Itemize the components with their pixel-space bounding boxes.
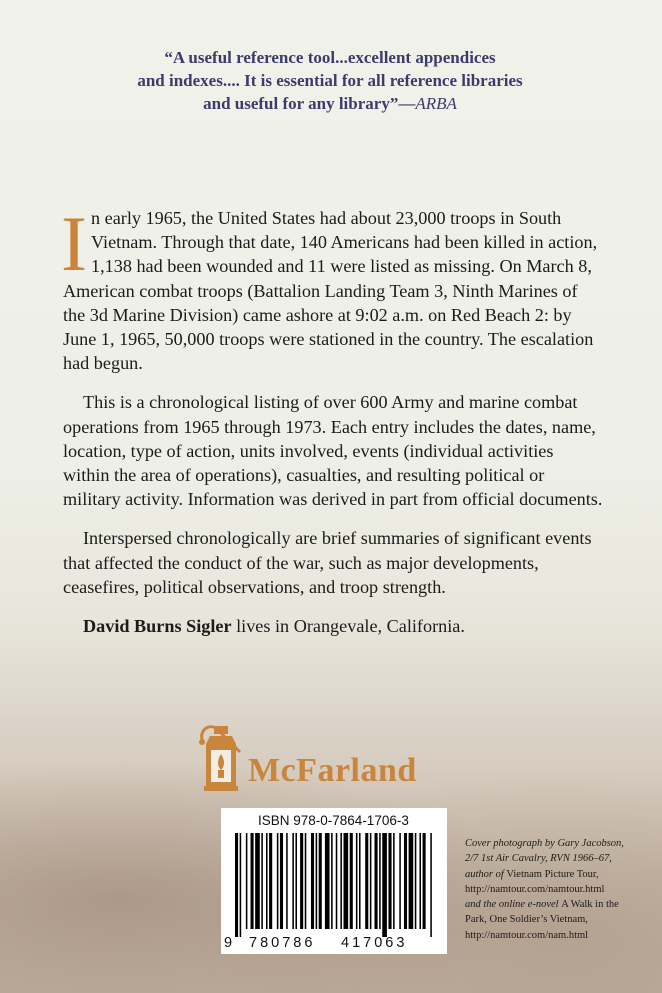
barcode-bar bbox=[266, 833, 268, 929]
barcode-bar bbox=[388, 833, 391, 929]
description bbox=[61, 200, 603, 653]
barcode-bar bbox=[316, 833, 318, 929]
blurb-line: and indexes.... It is essential for all reference libraries bbox=[137, 71, 523, 90]
blurb-line bbox=[80, 92, 580, 115]
barcode-bar bbox=[277, 833, 279, 929]
lantern-icon bbox=[196, 722, 248, 794]
barcode-bar bbox=[240, 833, 242, 937]
review-blurb bbox=[80, 46, 580, 115]
barcode-bar bbox=[269, 833, 272, 929]
barcode-bar bbox=[280, 833, 283, 929]
credit-line: Cover photograph by Gary Jacobson, bbox=[465, 838, 624, 849]
credit-line: and the online e-novel A Walk in the bbox=[465, 899, 619, 911]
barcode-bar bbox=[325, 833, 330, 929]
barcode-bar bbox=[319, 833, 322, 929]
barcode-bar bbox=[261, 833, 263, 929]
barcode-bar bbox=[286, 833, 288, 929]
barcode-bars bbox=[235, 833, 435, 937]
isbn-label: ISBN 978-0-7864-1706-3 bbox=[258, 813, 409, 828]
credit-line: 2/7 1st Air Cavalry, RVN 1966–67, bbox=[465, 853, 612, 865]
barcode-bar bbox=[255, 833, 260, 929]
barcode-bar bbox=[393, 833, 395, 929]
barcode-bar bbox=[336, 833, 338, 929]
barcode-bar bbox=[379, 833, 381, 929]
barcode-bar bbox=[356, 833, 358, 929]
credit-line: Park, One Soldier’s Vietnam, bbox=[465, 914, 588, 926]
barcode-bar bbox=[311, 833, 314, 929]
barcode-bar bbox=[340, 833, 342, 929]
barcode-bar bbox=[235, 833, 238, 937]
blurb-line: “A useful reference tool...excellent appendices bbox=[164, 48, 496, 67]
barcode-bar bbox=[359, 833, 361, 929]
publisher-name: McFarland bbox=[248, 752, 417, 789]
paragraph-intro bbox=[61, 200, 603, 375]
barcode-bar bbox=[365, 833, 368, 929]
credit-line: author of Vietnam Picture Tour, bbox=[465, 868, 599, 880]
barcode bbox=[221, 808, 447, 954]
barcode-bar bbox=[295, 833, 297, 929]
barcode-bar bbox=[375, 833, 378, 929]
intro-text: n early 1965, the United States had about 23,000 troops in South Vietnam. Through that date, 140 Americans had been killed in action, 1,138 had been wounded and 11 were listed as missing. On March 8, American combat troops (Battalion Landing Team 3, Ninth Marines of the 3d Marine Division) came ashore at 9:02 a.m. on Red Beach 2: by June 1, 1965, 50,000 troops were stationed in the country. The escalation had begun. bbox=[63, 208, 598, 374]
barcode-digit-group: 417063 bbox=[341, 935, 408, 951]
barcode-bar bbox=[430, 833, 432, 937]
credit-url: http://namtour.com/nam.html bbox=[465, 929, 589, 941]
blurb-source: ARBA bbox=[415, 94, 457, 113]
barcode-bar bbox=[350, 833, 353, 929]
author-bio bbox=[63, 614, 603, 638]
paragraph-scope: This is a chronological listing of over 600 Army and marine combat operations from 1965 through 1973. Each entry includes the dates, name, location, type of action, units involved, events (individual activities within the area of operations), casualties, and resulting political or military activity. Information was derived in part from official documents. bbox=[63, 392, 603, 510]
barcode-bar bbox=[246, 833, 248, 929]
paragraph-summaries: Interspersed chronologically are brief summaries of significant events that affected the conduct of the war, such as major developments, ceasefires, political observations, and troop strength. bbox=[63, 528, 592, 597]
barcode-bar bbox=[399, 833, 401, 929]
barcode-bar bbox=[370, 833, 372, 929]
blurb-text: and useful for any library”— bbox=[203, 94, 416, 113]
drop-cap: I bbox=[61, 200, 87, 287]
publisher-logo bbox=[196, 722, 496, 794]
barcode-bar bbox=[409, 833, 414, 929]
barcode-digit-first: 9 bbox=[224, 935, 233, 951]
barcode-bar bbox=[251, 833, 254, 929]
barcode-digit-group: 780786 bbox=[249, 935, 316, 951]
barcode-bar bbox=[292, 833, 294, 929]
author-name: David Burns Sigler bbox=[83, 616, 232, 637]
barcode-bar bbox=[300, 833, 303, 929]
barcode-bar bbox=[344, 833, 349, 929]
barcode-bar bbox=[382, 833, 387, 937]
cover-credits bbox=[465, 836, 655, 943]
barcode-bar bbox=[419, 833, 421, 929]
barcode-bar bbox=[423, 833, 426, 929]
credit-url: http://namtour.com/namtour.html bbox=[465, 883, 605, 895]
barcode-bar bbox=[305, 833, 307, 929]
barcode-bar bbox=[331, 833, 333, 929]
barcode-bar bbox=[404, 833, 407, 929]
barcode-bar bbox=[415, 833, 417, 929]
author-location: lives in Orangevale, California. bbox=[231, 616, 465, 637]
